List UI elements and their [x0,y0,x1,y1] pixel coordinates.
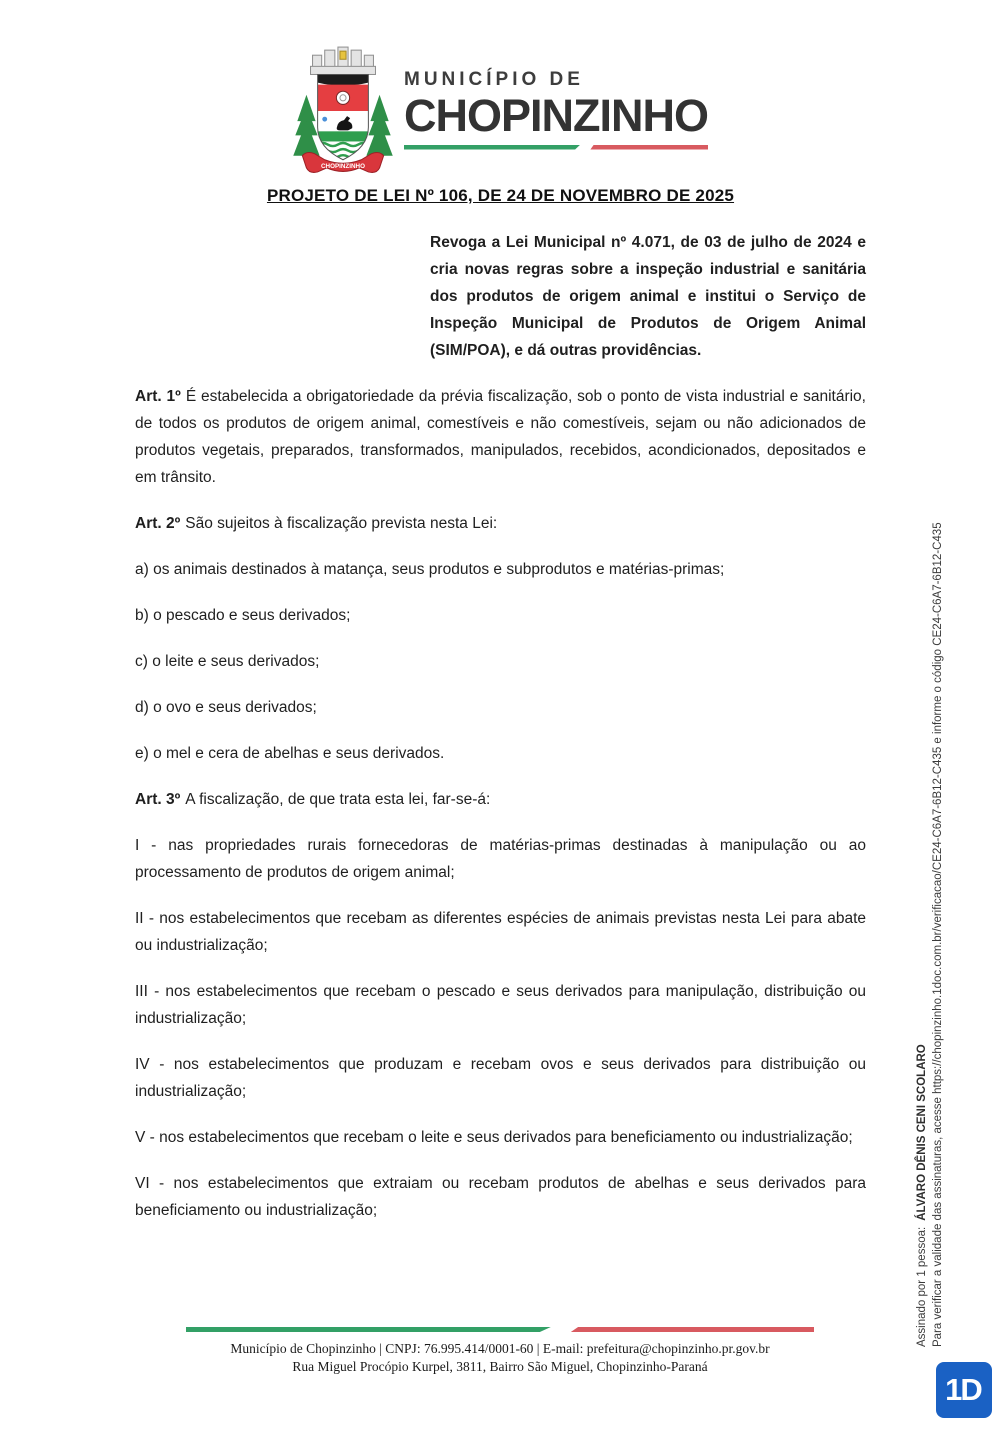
paragraph-item-b [135,602,866,629]
page-footer [0,1327,1000,1376]
article-label: Art. 3º [135,791,181,808]
paragraph-text: São sujeitos à fiscalização prevista nesta Lei: [185,515,498,532]
paragraph-item-e [135,740,866,767]
article-label: Art. 2º [135,515,181,532]
paragraph-item-v [135,1124,866,1151]
paragraph-item-iv [135,1051,866,1105]
footer-divider-bars [186,1327,814,1332]
paragraph-item-iii [135,978,866,1032]
paragraph-text: VI - nos estabelecimentos que extraiam ou recebam produtos de abelhas e seus derivados para beneficiamento ou industrialização; [135,1175,866,1219]
paragraph-text: b) o pescado e seus derivados; [135,607,351,624]
paragraph-text: V - nos estabelecimentos que recebam o leite e seus derivados para beneficiamento ou industrialização; [135,1129,853,1146]
signature-line1 [915,389,931,1347]
green-bar [186,1327,551,1332]
crest-tree-right [366,95,392,156]
wordmark-line2: CHOPINZINHO [404,89,708,141]
paragraph-text: e) o mel e cera de abelhas e seus derivados. [135,745,445,762]
municipality-wordmark [404,69,708,150]
article-label: Art. 1º [135,388,181,405]
red-bar [590,145,708,150]
paragraph-art1 [135,383,866,491]
law-summary: Revoga a Lei Municipal nº 4.071, de 03 de julho de 2024 e cria novas regras sobre a inspeção industrial e sanitária dos produtos de origem animal e institui o Serviço de Inspeção Municipal de Produtos de Origem Animal (SIM/POA), e dá outras providências. [430,234,866,359]
paragraph-art2 [135,510,866,537]
onedoc-logo-text: 1D [945,1372,981,1407]
paragraph-text: a) os animais destinados à matança, seus produtos e subprodutos e matérias-primas; [135,561,725,578]
paragraph-text: II - nos estabelecimentos que recebam as diferentes espécies de animais previstas nesta Lei para abate ou industrialização; [135,910,866,954]
signer-name: ÁLVARO DÊNIS CENI SCOLARO [916,1044,928,1221]
paragraph-text: d) o ovo e seus derivados; [135,699,317,716]
municipal-header [0,42,1000,176]
paragraph-text: A fiscalização, de que trata esta lei, far-se-á: [185,791,491,808]
paragraph-item-a [135,556,866,583]
signed-by-label: Assinado por 1 pessoa: [916,1226,928,1347]
paragraph-text: III - nos estabelecimentos que recebam o pescado e seus derivados para manipulação, distribuição ou industrialização; [135,983,866,1027]
signature-sidebar [915,389,946,1347]
footer-address-line: Rua Miguel Procópio Kurpel, 3811, Bairro São Miguel, Chopinzinho-Paraná [292,1359,708,1374]
wordmark-line1: MUNICÍPIO DE [404,68,584,90]
signature-verification-line: Para verificar a validade das assinaturas, acesse https://chopinzinho.1doc.com.br/verificacao/CE24-C6A7-6B12-C435 e informe o código CE24-C6A7-6B12-C435 [931,522,944,1347]
green-bar [404,145,580,150]
paragraph-text: I - nas propriedades rurais fornecedoras de matérias-primas destinadas à manipulação ou ao processamento de produtos de origem animal; [135,837,866,881]
paragraph-item-vi [135,1170,866,1224]
wordmark-underline-bars [404,145,708,150]
red-bar [571,1327,814,1332]
crest-crown [311,47,376,74]
paragraph-text: É estabelecida a obrigatoriedade da prévia fiscalização, sob o ponto de vista industrial e sanitário, de todos os produtos de origem animal, comestíveis e não comestíveis, sejam ou não adicionados de produtos vegetais, preparados, transformados, manipulados, recebidos, acondicionados, depositados e em trânsito. [135,388,866,486]
paragraph-text: IV - nos estabelecimentos que produzam e recebam ovos e seus derivados para distribuição ou industrialização; [135,1056,866,1100]
paragraph-item-ii [135,905,866,959]
crest-ribbon-label: CHOPINZINHO [321,162,365,170]
law-title: PROJETO DE LEI Nº 106, DE 24 DE NOVEMBRO DE 2025 [266,186,735,205]
crest-tree-left [293,95,319,156]
paragraph-art3 [135,786,866,813]
paragraph-item-i [135,832,866,886]
paragraph-item-d [135,694,866,721]
document-body [135,186,866,1243]
paragraph-item-c [135,648,866,675]
coat-of-arms-icon [292,42,394,176]
footer-contact-line: Município de Chopinzinho | CNPJ: 76.995.414/0001-60 | E-mail: prefeitura@chopinzinho.pr.gov.br [230,1341,770,1356]
paragraph-text: c) o leite e seus derivados; [135,653,320,670]
onedoc-logo-icon [936,1362,992,1418]
